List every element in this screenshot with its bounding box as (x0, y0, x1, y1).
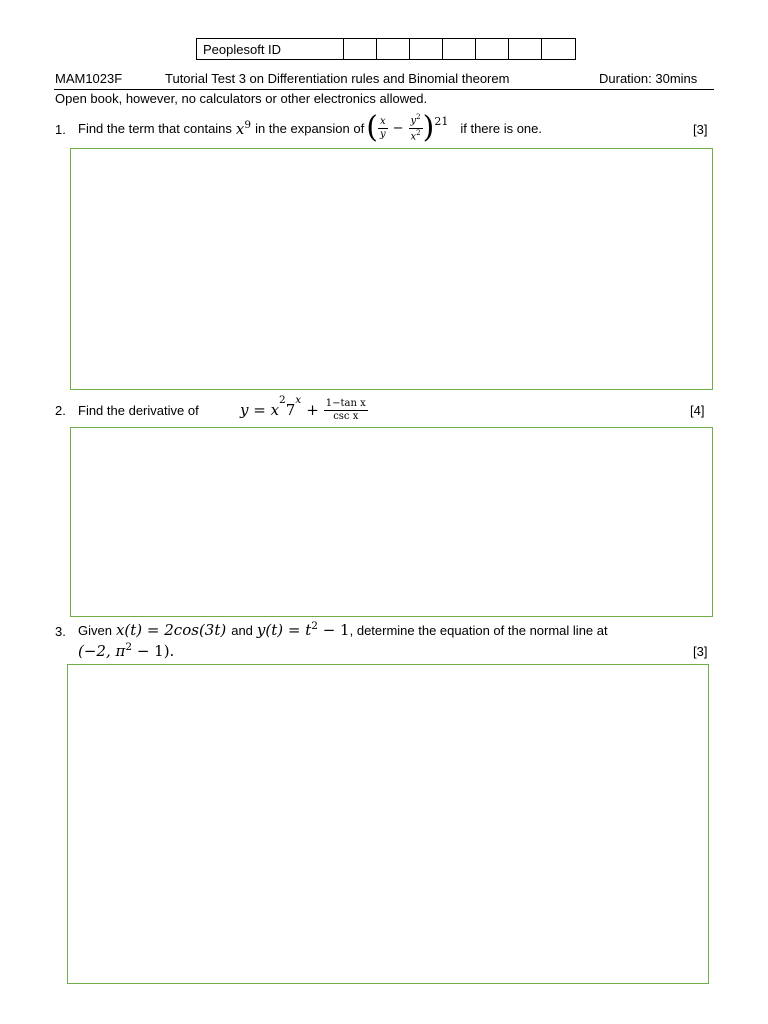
question-3-point: (−2, $\pi^2 - 1$). (78, 641, 175, 660)
q1-text-after: if there is one. (460, 120, 542, 136)
question-3-answer-box[interactable] (67, 664, 709, 984)
course-code: MAM1023F (55, 71, 123, 86)
id-digit-cell[interactable] (542, 39, 575, 59)
q3-xt: x(t) = 2cos(3t) (115, 621, 227, 639)
q1-text-middle: in the expansion of (255, 120, 365, 136)
id-digit-cell[interactable] (410, 39, 443, 59)
question-2-number: 2. (55, 403, 66, 418)
peoplesoft-id-label: Peoplesoft ID (197, 39, 344, 59)
question-1-number: 1. (55, 122, 66, 137)
q3-yt: $y(t) = t^2 - 1$ (256, 620, 350, 639)
id-digit-cell[interactable] (476, 39, 509, 59)
test-title: Tutorial Test 3 on Differentiation rules and Binomial theorem (165, 71, 510, 86)
header-rule (54, 89, 714, 90)
question-3-number: 3. (55, 624, 66, 639)
id-digit-cell[interactable] (509, 39, 542, 59)
q1-expression: ( $\frac{x}{y}$ − $\frac{y^2}{x^2}$ ) 21 (366, 110, 449, 145)
question-1-answer-box[interactable] (70, 148, 713, 390)
duration: Duration: 30mins (599, 71, 698, 86)
id-digit-cell[interactable] (344, 39, 377, 59)
q1-text-before: Find the term that contains (78, 120, 232, 136)
instructions: Open book, however, no calculators or other electronics allowed. (55, 91, 428, 106)
question-2-marks: [4] (690, 403, 705, 418)
question-2-answer-box[interactable] (70, 427, 713, 617)
peoplesoft-id-table (196, 38, 576, 60)
q1-term: $x^9$ (235, 118, 252, 138)
question-3-marks: [3] (693, 644, 708, 659)
question-3-text: Given x(t) = 2cos(3t) and $y(t) = t^2 - 1$ , determine the equation of the normal line at (78, 620, 608, 639)
question-1-marks: [3] (693, 122, 708, 137)
id-digit-cell[interactable] (377, 39, 410, 59)
question-1-text (78, 108, 542, 148)
question-2-text: Find the derivative of (78, 403, 199, 418)
id-digit-cell[interactable] (443, 39, 476, 59)
question-2-equation: y = x $^2$ 7 $^x$ + $\frac{\text{1−tan x}}{\text{csc x}}$ (240, 394, 366, 422)
